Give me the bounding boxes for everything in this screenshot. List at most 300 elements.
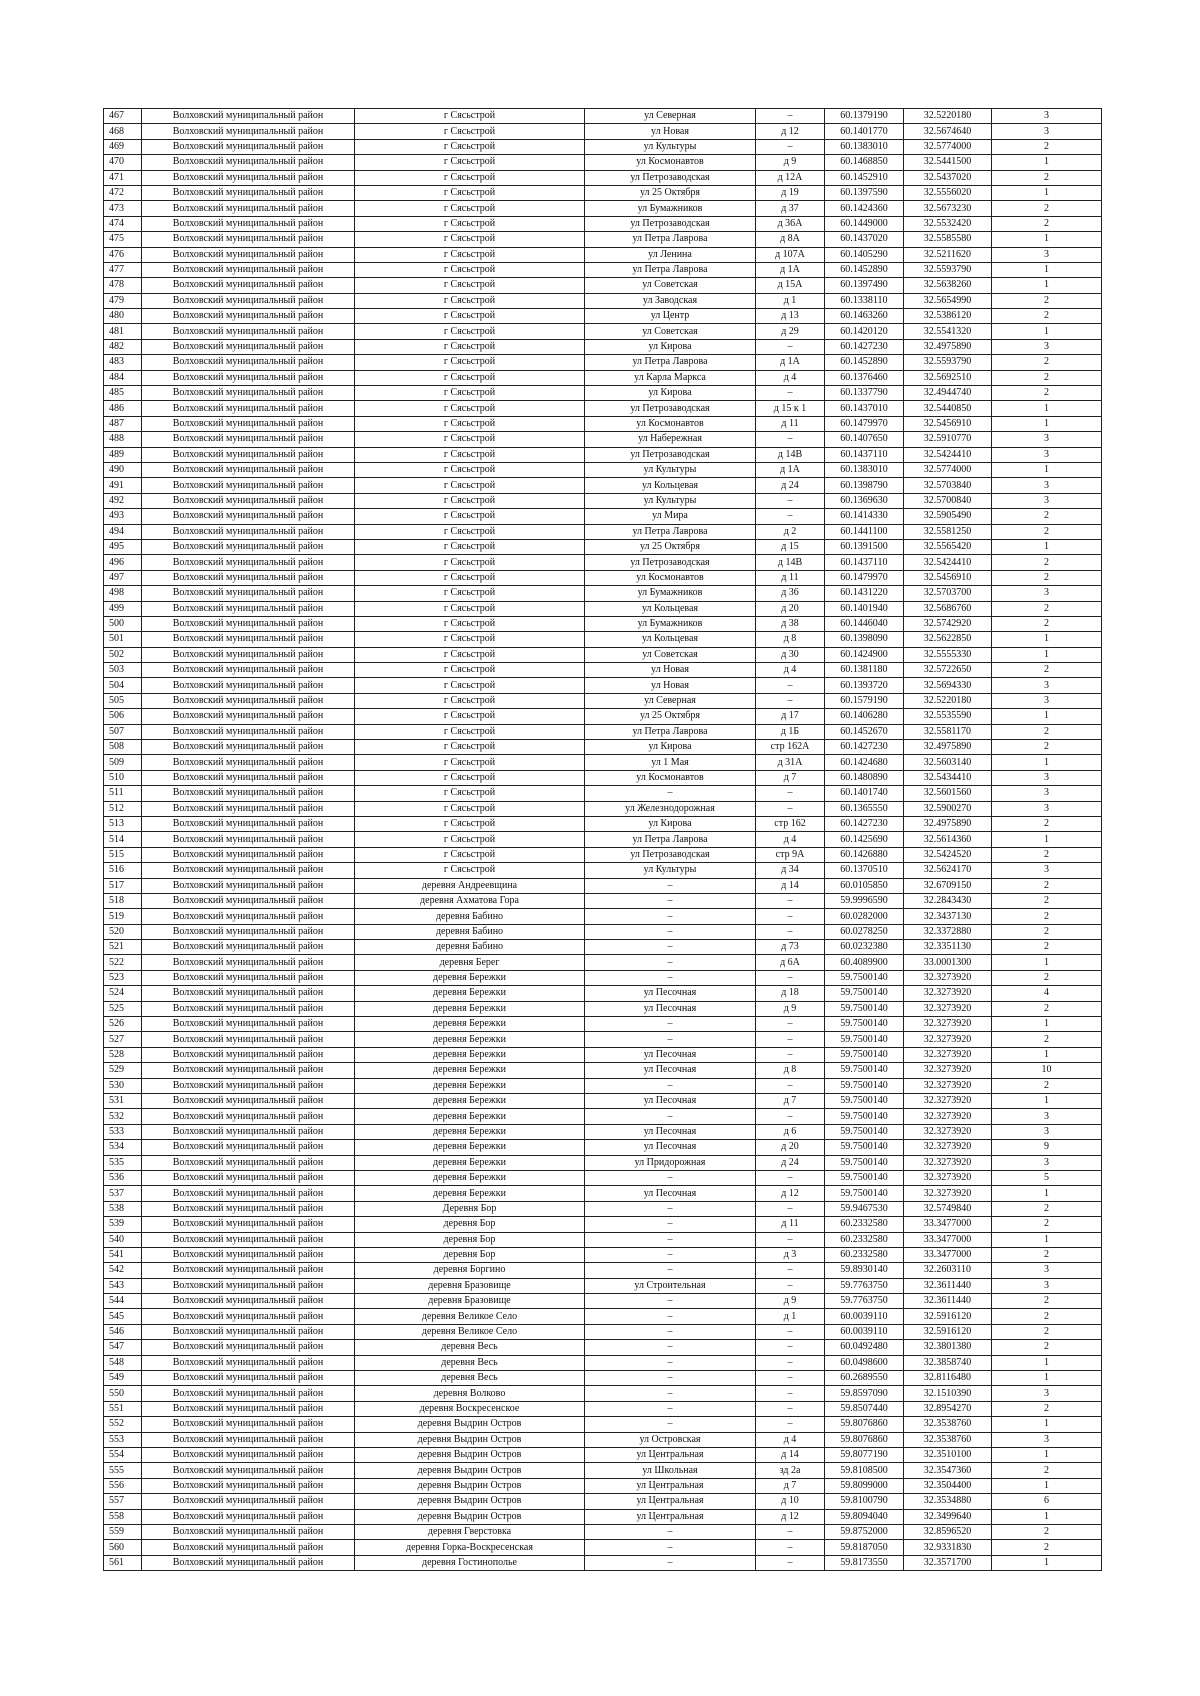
settlement-cell: деревня Бережки xyxy=(355,1078,585,1093)
longitude-cell: 32.3273920 xyxy=(904,1017,992,1032)
building-cell: д 11 xyxy=(756,1217,825,1232)
table-row xyxy=(104,1540,1102,1555)
street-cell: ул Петрозаводская xyxy=(585,447,756,462)
row-number: 521 xyxy=(104,940,142,955)
count-cell: 1 xyxy=(992,1047,1102,1062)
table-row xyxy=(104,847,1102,862)
latitude-cell: 59.7500140 xyxy=(825,1155,904,1170)
settlement-cell: деревня Бережки xyxy=(355,1032,585,1047)
building-cell: д 17 xyxy=(756,709,825,724)
longitude-cell: 32.3273920 xyxy=(904,1109,992,1124)
building-cell: д 6А xyxy=(756,955,825,970)
longitude-cell: 32.3273920 xyxy=(904,1170,992,1185)
building-cell: д 11 xyxy=(756,416,825,431)
street-cell: ул Петра Лаврова xyxy=(585,832,756,847)
settlement-cell: деревня Бережки xyxy=(355,1170,585,1185)
latitude-cell: 60.1441100 xyxy=(825,524,904,539)
building-cell: д 12 xyxy=(756,1186,825,1201)
table-row xyxy=(104,1463,1102,1478)
count-cell: 3 xyxy=(992,1124,1102,1139)
count-cell: 1 xyxy=(992,1186,1102,1201)
district-cell: Волховский муниципальный район xyxy=(142,678,355,693)
longitude-cell: 32.5565420 xyxy=(904,539,992,554)
building-cell: – xyxy=(756,1078,825,1093)
table-row xyxy=(104,1094,1102,1109)
table-row xyxy=(104,1278,1102,1293)
building-cell: д 9 xyxy=(756,155,825,170)
table-row xyxy=(104,832,1102,847)
building-cell: – xyxy=(756,1109,825,1124)
latitude-cell: 60.1338110 xyxy=(825,293,904,308)
row-number: 490 xyxy=(104,462,142,477)
settlement-cell: деревня Выдрин Остров xyxy=(355,1447,585,1462)
longitude-cell: 32.5532420 xyxy=(904,216,992,231)
building-cell: д 20 xyxy=(756,601,825,616)
row-number: 544 xyxy=(104,1294,142,1309)
district-cell: Волховский муниципальный район xyxy=(142,247,355,262)
latitude-cell: 59.7500140 xyxy=(825,1078,904,1093)
row-number: 472 xyxy=(104,185,142,200)
latitude-cell: 60.1452890 xyxy=(825,262,904,277)
longitude-cell: 32.5624170 xyxy=(904,863,992,878)
street-cell: ул Петрозаводская xyxy=(585,216,756,231)
count-cell: 4 xyxy=(992,986,1102,1001)
longitude-cell: 32.3611440 xyxy=(904,1294,992,1309)
district-cell: Волховский муниципальный район xyxy=(142,1201,355,1216)
row-number: 523 xyxy=(104,970,142,985)
longitude-cell: 32.5654990 xyxy=(904,293,992,308)
building-cell: д 9 xyxy=(756,1001,825,1016)
count-cell: 1 xyxy=(992,539,1102,554)
count-cell: 1 xyxy=(992,1555,1102,1570)
building-cell: д 12 xyxy=(756,1509,825,1524)
latitude-cell: 59.8108500 xyxy=(825,1463,904,1478)
longitude-cell: 32.5614360 xyxy=(904,832,992,847)
row-number: 530 xyxy=(104,1078,142,1093)
settlement-cell: г Сясьстрой xyxy=(355,539,585,554)
longitude-cell: 32.5916120 xyxy=(904,1324,992,1339)
table-row xyxy=(104,678,1102,693)
settlement-cell: г Сясьстрой xyxy=(355,201,585,216)
street-cell: ул Кирова xyxy=(585,386,756,401)
latitude-cell: 60.0039110 xyxy=(825,1309,904,1324)
row-number: 507 xyxy=(104,724,142,739)
row-number: 552 xyxy=(104,1417,142,1432)
street-cell: – xyxy=(585,1217,756,1232)
settlement-cell: деревня Великое Село xyxy=(355,1309,585,1324)
table-row xyxy=(104,1355,1102,1370)
street-cell: ул Культуры xyxy=(585,863,756,878)
building-cell: – xyxy=(756,1371,825,1386)
latitude-cell: 60.1407650 xyxy=(825,432,904,447)
district-cell: Волховский муниципальный район xyxy=(142,1124,355,1139)
count-cell: 2 xyxy=(992,1524,1102,1539)
street-cell: ул Мира xyxy=(585,509,756,524)
row-number: 478 xyxy=(104,278,142,293)
building-cell: – xyxy=(756,1386,825,1401)
street-cell: ул Центральная xyxy=(585,1478,756,1493)
district-cell: Волховский муниципальный район xyxy=(142,478,355,493)
count-cell: 2 xyxy=(992,570,1102,585)
street-cell: ул Петра Лаврова xyxy=(585,355,756,370)
settlement-cell: г Сясьстрой xyxy=(355,401,585,416)
row-number: 554 xyxy=(104,1447,142,1462)
row-number: 531 xyxy=(104,1094,142,1109)
longitude-cell: 32.5692510 xyxy=(904,370,992,385)
district-cell: Волховский муниципальный район xyxy=(142,139,355,154)
longitude-cell: 32.5440850 xyxy=(904,401,992,416)
district-cell: Волховский муниципальный район xyxy=(142,355,355,370)
count-cell: 2 xyxy=(992,616,1102,631)
longitude-cell: 32.5673230 xyxy=(904,201,992,216)
district-cell: Волховский муниципальный район xyxy=(142,924,355,939)
settlement-cell: деревня Бабино xyxy=(355,909,585,924)
district-cell: Волховский муниципальный район xyxy=(142,755,355,770)
street-cell: ул Петрозаводская xyxy=(585,401,756,416)
row-number: 514 xyxy=(104,832,142,847)
row-number: 543 xyxy=(104,1278,142,1293)
settlement-cell: деревня Горка-Воскресенская xyxy=(355,1540,585,1555)
row-number: 519 xyxy=(104,909,142,924)
count-cell: 9 xyxy=(992,1140,1102,1155)
longitude-cell: 32.5437020 xyxy=(904,170,992,185)
district-cell: Волховский муниципальный район xyxy=(142,801,355,816)
district-cell: Волховский муниципальный район xyxy=(142,1494,355,1509)
district-cell: Волховский муниципальный район xyxy=(142,816,355,831)
latitude-cell: 60.1579190 xyxy=(825,693,904,708)
table-row xyxy=(104,1017,1102,1032)
row-number: 496 xyxy=(104,555,142,570)
street-cell: ул 1 Мая xyxy=(585,755,756,770)
settlement-cell: деревня Боргино xyxy=(355,1263,585,1278)
count-cell: 2 xyxy=(992,201,1102,216)
settlement-cell: деревня Выдрин Остров xyxy=(355,1463,585,1478)
count-cell: 1 xyxy=(992,1017,1102,1032)
latitude-cell: 60.1468850 xyxy=(825,155,904,170)
building-cell: д 8А xyxy=(756,232,825,247)
district-cell: Волховский муниципальный район xyxy=(142,493,355,508)
building-cell: д 13 xyxy=(756,309,825,324)
settlement-cell: г Сясьстрой xyxy=(355,462,585,477)
settlement-cell: деревня Великое Село xyxy=(355,1324,585,1339)
longitude-cell: 32.3273920 xyxy=(904,1047,992,1062)
street-cell: ул Песочная xyxy=(585,1140,756,1155)
latitude-cell: 59.7500140 xyxy=(825,1186,904,1201)
table-row xyxy=(104,1386,1102,1401)
settlement-cell: г Сясьстрой xyxy=(355,278,585,293)
settlement-cell: деревня Весь xyxy=(355,1340,585,1355)
street-cell: – xyxy=(585,1540,756,1555)
latitude-cell: 60.1426880 xyxy=(825,847,904,862)
street-cell: ул Бумажников xyxy=(585,586,756,601)
settlement-cell: деревня Выдрин Остров xyxy=(355,1509,585,1524)
district-cell: Волховский муниципальный район xyxy=(142,1294,355,1309)
row-number: 477 xyxy=(104,262,142,277)
street-cell: – xyxy=(585,1032,756,1047)
district-cell: Волховский муниципальный район xyxy=(142,293,355,308)
count-cell: 3 xyxy=(992,432,1102,447)
street-cell: ул Бумажников xyxy=(585,201,756,216)
district-cell: Волховский муниципальный район xyxy=(142,386,355,401)
row-number: 476 xyxy=(104,247,142,262)
table-row xyxy=(104,155,1102,170)
count-cell: 2 xyxy=(992,1540,1102,1555)
table-row xyxy=(104,1509,1102,1524)
district-cell: Волховский муниципальный район xyxy=(142,1309,355,1324)
count-cell: 1 xyxy=(992,401,1102,416)
latitude-cell: 60.1449000 xyxy=(825,216,904,231)
street-cell: ул Советская xyxy=(585,324,756,339)
settlement-cell: деревня Бережки xyxy=(355,986,585,1001)
street-cell: ул Петрозаводская xyxy=(585,847,756,862)
street-cell: ул Кольцевая xyxy=(585,478,756,493)
building-cell: – xyxy=(756,1555,825,1570)
latitude-cell: 59.8173550 xyxy=(825,1555,904,1570)
settlement-cell: деревня Бережки xyxy=(355,1094,585,1109)
row-number: 512 xyxy=(104,801,142,816)
building-cell: – xyxy=(756,1232,825,1247)
building-cell: – xyxy=(756,1540,825,1555)
longitude-cell: 32.3534880 xyxy=(904,1494,992,1509)
latitude-cell: 60.1369630 xyxy=(825,493,904,508)
district-cell: Волховский муниципальный район xyxy=(142,416,355,431)
district-cell: Волховский муниципальный район xyxy=(142,109,355,124)
count-cell: 2 xyxy=(992,740,1102,755)
latitude-cell: 60.1406280 xyxy=(825,709,904,724)
street-cell: ул Культуры xyxy=(585,493,756,508)
district-cell: Волховский муниципальный район xyxy=(142,462,355,477)
street-cell: – xyxy=(585,1309,756,1324)
street-cell: ул Советская xyxy=(585,647,756,662)
street-cell: ул Песочная xyxy=(585,1063,756,1078)
latitude-cell: 60.1479970 xyxy=(825,570,904,585)
building-cell: д 18 xyxy=(756,986,825,1001)
count-cell: 6 xyxy=(992,1494,1102,1509)
count-cell: 1 xyxy=(992,232,1102,247)
latitude-cell: 59.7500140 xyxy=(825,1094,904,1109)
building-cell: д 37 xyxy=(756,201,825,216)
latitude-cell: 60.1424360 xyxy=(825,201,904,216)
settlement-cell: деревня Выдрин Остров xyxy=(355,1494,585,1509)
street-cell: – xyxy=(585,1078,756,1093)
count-cell: 3 xyxy=(992,1278,1102,1293)
longitude-cell: 32.3801380 xyxy=(904,1340,992,1355)
latitude-cell: 60.1370510 xyxy=(825,863,904,878)
district-cell: Волховский муниципальный район xyxy=(142,401,355,416)
street-cell: ул 25 Октября xyxy=(585,185,756,200)
longitude-cell: 32.5694330 xyxy=(904,678,992,693)
row-number: 498 xyxy=(104,586,142,601)
street-cell: ул Строительная xyxy=(585,1278,756,1293)
longitude-cell: 32.2843430 xyxy=(904,893,992,908)
district-cell: Волховский муниципальный район xyxy=(142,1232,355,1247)
longitude-cell: 32.5749840 xyxy=(904,1201,992,1216)
district-cell: Волховский муниципальный район xyxy=(142,786,355,801)
district-cell: Волховский муниципальный район xyxy=(142,1278,355,1293)
settlement-cell: г Сясьстрой xyxy=(355,570,585,585)
building-cell: – xyxy=(756,1417,825,1432)
table-row xyxy=(104,693,1102,708)
building-cell: д 4 xyxy=(756,663,825,678)
building-cell: зд 2а xyxy=(756,1463,825,1478)
building-cell: – xyxy=(756,139,825,154)
district-cell: Волховский муниципальный район xyxy=(142,1447,355,1462)
district-cell: Волховский муниципальный район xyxy=(142,693,355,708)
row-number: 497 xyxy=(104,570,142,585)
district-cell: Волховский муниципальный район xyxy=(142,1417,355,1432)
count-cell: 1 xyxy=(992,647,1102,662)
settlement-cell: г Сясьстрой xyxy=(355,616,585,631)
latitude-cell: 59.7500140 xyxy=(825,1140,904,1155)
count-cell: 1 xyxy=(992,1417,1102,1432)
row-number: 539 xyxy=(104,1217,142,1232)
row-number: 517 xyxy=(104,878,142,893)
row-number: 471 xyxy=(104,170,142,185)
table-row xyxy=(104,663,1102,678)
count-cell: 1 xyxy=(992,185,1102,200)
building-cell: д 14 xyxy=(756,878,825,893)
row-number: 487 xyxy=(104,416,142,431)
street-cell: ул Кирова xyxy=(585,339,756,354)
row-number: 485 xyxy=(104,386,142,401)
longitude-cell: 32.3351130 xyxy=(904,940,992,955)
table-row xyxy=(104,247,1102,262)
count-cell: 1 xyxy=(992,155,1102,170)
latitude-cell: 60.0039110 xyxy=(825,1324,904,1339)
building-cell: д 1А xyxy=(756,262,825,277)
latitude-cell: 59.8076860 xyxy=(825,1417,904,1432)
longitude-cell: 32.5535590 xyxy=(904,709,992,724)
longitude-cell: 32.3273920 xyxy=(904,1094,992,1109)
row-number: 522 xyxy=(104,955,142,970)
district-cell: Волховский муниципальный район xyxy=(142,1001,355,1016)
count-cell: 2 xyxy=(992,293,1102,308)
latitude-cell: 59.8099000 xyxy=(825,1478,904,1493)
longitude-cell: 32.3273920 xyxy=(904,1078,992,1093)
street-cell: ул Космонавтов xyxy=(585,155,756,170)
longitude-cell: 32.3611440 xyxy=(904,1278,992,1293)
longitude-cell: 32.3273920 xyxy=(904,1140,992,1155)
count-cell: 2 xyxy=(992,355,1102,370)
building-cell: – xyxy=(756,1355,825,1370)
longitude-cell: 32.5581250 xyxy=(904,524,992,539)
district-cell: Волховский муниципальный район xyxy=(142,1032,355,1047)
settlement-cell: г Сясьстрой xyxy=(355,709,585,724)
building-cell: д 15 xyxy=(756,539,825,554)
latitude-cell: 59.8597090 xyxy=(825,1386,904,1401)
table-row xyxy=(104,740,1102,755)
longitude-cell: 32.5910770 xyxy=(904,432,992,447)
latitude-cell: 60.1401940 xyxy=(825,601,904,616)
table-row xyxy=(104,632,1102,647)
settlement-cell: деревня Бор xyxy=(355,1232,585,1247)
table-row xyxy=(104,1309,1102,1324)
row-number: 489 xyxy=(104,447,142,462)
building-cell: – xyxy=(756,493,825,508)
building-cell: д 4 xyxy=(756,832,825,847)
row-number: 549 xyxy=(104,1371,142,1386)
count-cell: 2 xyxy=(992,1078,1102,1093)
table-row xyxy=(104,262,1102,277)
building-cell: д 10 xyxy=(756,1494,825,1509)
row-number: 546 xyxy=(104,1324,142,1339)
latitude-cell: 59.7500140 xyxy=(825,970,904,985)
settlement-cell: г Сясьстрой xyxy=(355,801,585,816)
settlement-cell: г Сясьстрой xyxy=(355,524,585,539)
district-cell: Волховский муниципальный район xyxy=(142,1155,355,1170)
table-row xyxy=(104,124,1102,139)
latitude-cell: 60.1397490 xyxy=(825,278,904,293)
street-cell: ул Центральная xyxy=(585,1509,756,1524)
longitude-cell: 32.8954270 xyxy=(904,1401,992,1416)
count-cell: 2 xyxy=(992,216,1102,231)
table-row xyxy=(104,816,1102,831)
count-cell: 1 xyxy=(992,1232,1102,1247)
street-cell: – xyxy=(585,893,756,908)
longitude-cell: 32.5424520 xyxy=(904,847,992,862)
table-body xyxy=(104,109,1102,1571)
district-cell: Волховский муниципальный район xyxy=(142,232,355,247)
longitude-cell: 32.5541320 xyxy=(904,324,992,339)
longitude-cell: 32.5424410 xyxy=(904,447,992,462)
count-cell: 3 xyxy=(992,801,1102,816)
street-cell: – xyxy=(585,970,756,985)
count-cell: 2 xyxy=(992,1309,1102,1324)
street-cell: ул 25 Октября xyxy=(585,539,756,554)
longitude-cell: 32.6709150 xyxy=(904,878,992,893)
settlement-cell: деревня Весь xyxy=(355,1371,585,1386)
street-cell: ул Ленина xyxy=(585,247,756,262)
settlement-cell: деревня Выдрин Остров xyxy=(355,1478,585,1493)
longitude-cell: 32.5556020 xyxy=(904,185,992,200)
longitude-cell: 32.3273920 xyxy=(904,1001,992,1016)
settlement-cell: г Сясьстрой xyxy=(355,478,585,493)
longitude-cell: 32.3504400 xyxy=(904,1478,992,1493)
settlement-cell: г Сясьстрой xyxy=(355,247,585,262)
longitude-cell: 32.5386120 xyxy=(904,309,992,324)
row-number: 500 xyxy=(104,616,142,631)
count-cell: 3 xyxy=(992,693,1102,708)
settlement-cell: г Сясьстрой xyxy=(355,740,585,755)
street-cell: ул Набережная xyxy=(585,432,756,447)
longitude-cell: 32.5686760 xyxy=(904,601,992,616)
row-number: 495 xyxy=(104,539,142,554)
district-cell: Волховский муниципальный район xyxy=(142,124,355,139)
row-number: 536 xyxy=(104,1170,142,1185)
settlement-cell: деревня Бабино xyxy=(355,924,585,939)
table-row xyxy=(104,586,1102,601)
row-number: 506 xyxy=(104,709,142,724)
building-cell: – xyxy=(756,1201,825,1216)
district-cell: Волховский муниципальный район xyxy=(142,1524,355,1539)
building-cell: – xyxy=(756,1017,825,1032)
count-cell: 3 xyxy=(992,863,1102,878)
settlement-cell: г Сясьстрой xyxy=(355,293,585,308)
district-cell: Волховский муниципальный район xyxy=(142,1109,355,1124)
district-cell: Волховский муниципальный район xyxy=(142,170,355,185)
table-row xyxy=(104,1524,1102,1539)
settlement-cell: г Сясьстрой xyxy=(355,493,585,508)
street-cell: – xyxy=(585,940,756,955)
district-cell: Волховский муниципальный район xyxy=(142,216,355,231)
latitude-cell: 59.7500140 xyxy=(825,1001,904,1016)
latitude-cell: 60.1480890 xyxy=(825,770,904,785)
latitude-cell: 60.1437020 xyxy=(825,232,904,247)
row-number: 526 xyxy=(104,1017,142,1032)
row-number: 558 xyxy=(104,1509,142,1524)
street-cell: – xyxy=(585,1109,756,1124)
table-row xyxy=(104,139,1102,154)
